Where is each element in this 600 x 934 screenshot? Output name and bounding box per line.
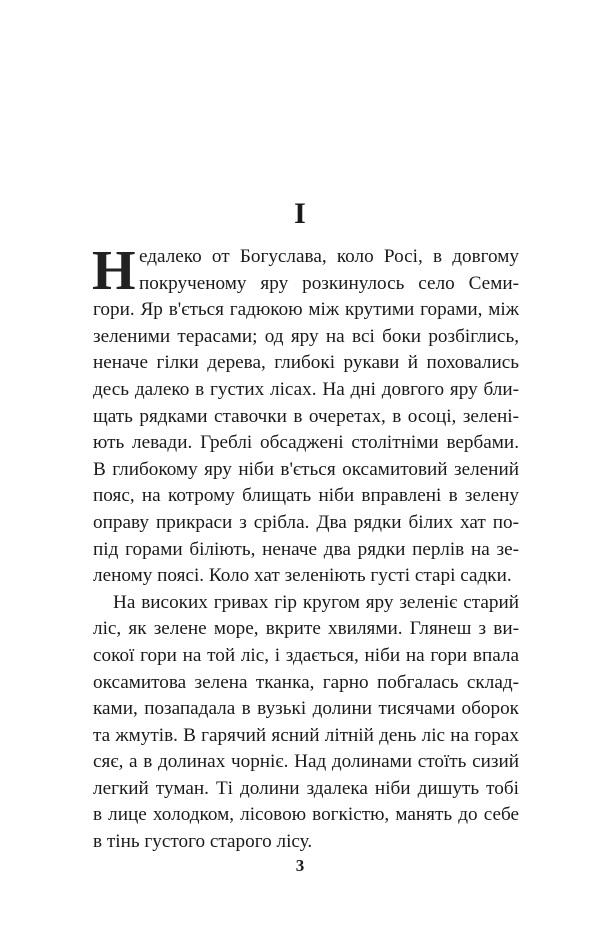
- text-line: сяє, а в долинах чорніє. Над долинами стоїть сизий: [93, 751, 519, 773]
- text-line: оправу прикраси з срібла. Два рядки білих хат по-: [93, 511, 519, 533]
- body-text: [92, 240, 519, 856]
- text-line: покрученому яру розкинулось село Семи-: [139, 272, 519, 294]
- text-line: гори. Яр в'ється гадюкою між крутими горами, між: [93, 299, 519, 321]
- text-line: сокої гори на той ліс, і здається, ніби на гори впала: [93, 644, 519, 666]
- text-line: На високих гривах гір кругом яру зеленіє старий: [113, 591, 519, 613]
- drop-cap: Н: [92, 240, 136, 302]
- text-line: В глибокому яру ніби в'ється оксамитовий зелений: [93, 458, 519, 480]
- text-line: легкий туман. Ті долини здалека ніби дишуть тобі: [93, 777, 519, 799]
- text-line: зеленими терасами; од яру на всі боки розбіглись,: [93, 325, 519, 347]
- text-line: ліс, як зелене море, вкрите хвилями. Глянеш з ви-: [93, 618, 519, 640]
- text-line: леному поясі. Коло хат зеленіють густі старі садки.: [93, 565, 512, 587]
- text-line: пояс, на котрому блищать ніби вправлені в зелену: [93, 485, 519, 507]
- text-line: едалеко от Богуслава, коло Росі, в довгому: [139, 246, 519, 267]
- chapter-title: I: [294, 197, 306, 230]
- text-line: та жмутів. В гарячий ясний літній день ліс на горах: [93, 724, 519, 746]
- page-number: 3: [295, 856, 305, 875]
- text-line: ками, позападала в вузькі долини тисячами оборок: [93, 698, 519, 720]
- text-line: десь далеко в густих лісах. На дні довгого яру бли-: [93, 378, 519, 400]
- text-line: оксамитова зелена тканка, гарно побгалась склад-: [93, 671, 519, 693]
- text-line: під горами біліють, неначе два рядки перлів на зе-: [93, 538, 519, 560]
- text-line: щать рядками ставочки в очеретах, в осоці, зелені-: [93, 405, 519, 427]
- text-line: неначе гілки дерева, глибокі рукави й поховались: [93, 352, 519, 374]
- text-line: в лице холодком, лісовою вогкістю, манять до себе: [93, 804, 519, 826]
- text-line: в тінь густого старого лісу.: [93, 831, 313, 853]
- text-line: ють левади. Греблі обсаджені столітніми вербами.: [93, 432, 519, 454]
